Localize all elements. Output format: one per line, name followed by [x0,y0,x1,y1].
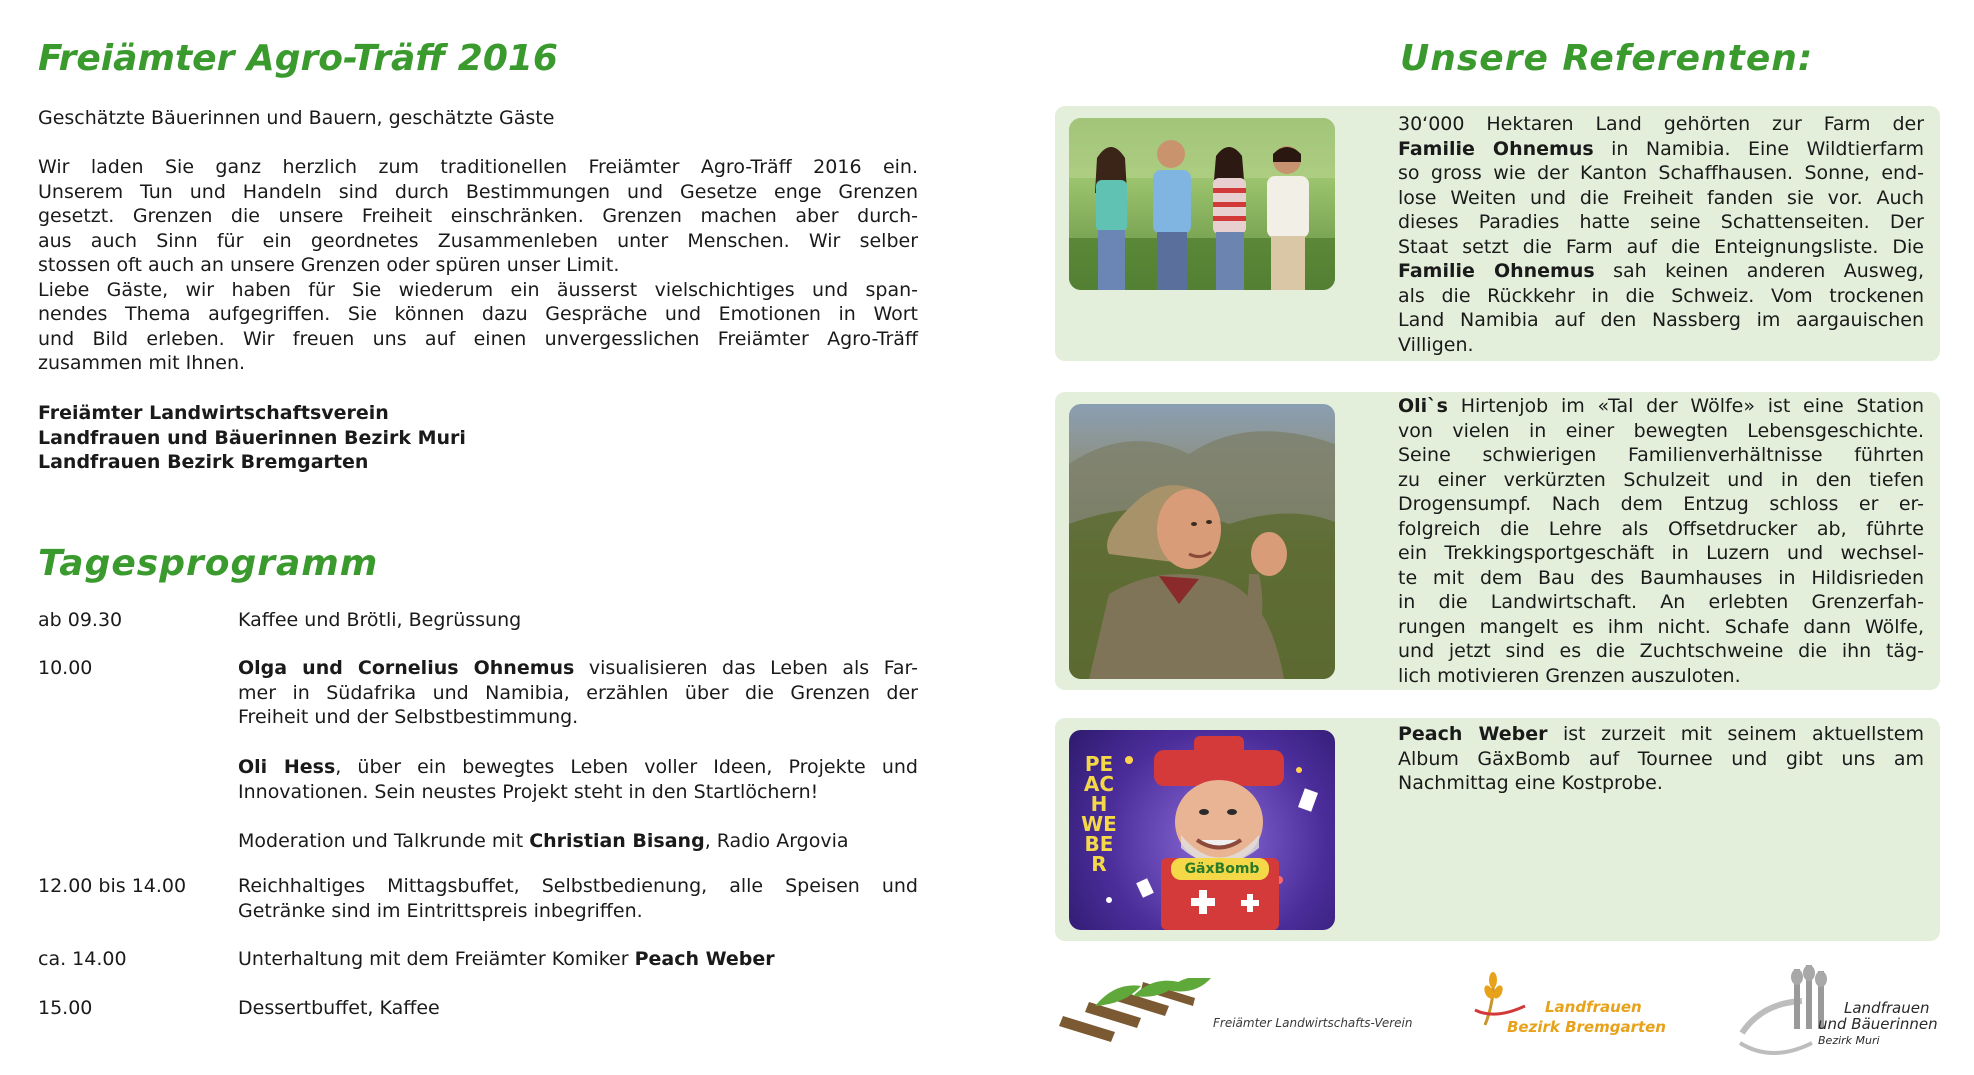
speaker-text: ist zurzeit mit seinem aktuellstem [1547,723,1924,745]
program-description [238,608,918,633]
speaker-text: Seine schwierigen Familienverhältnisse führten [1398,444,1924,466]
program-text: mer in Südafrika und Namibia, erzählen über die Grenzen der [238,681,918,704]
speaker-line [1398,394,1924,419]
speaker-text: zu einer verkürzten Schulzeit und in den tiefen [1398,468,1924,491]
intro-line: stossen oft auch an unsere Grenzen oder spüren unser Limit. [38,254,620,276]
speaker-text-ohnemus [1398,112,1924,357]
speaker-line [1398,186,1924,211]
speaker-text: Land Namibia auf den Nassberg im aargauischen [1398,309,1924,331]
speaker-line [1398,517,1924,542]
speaker-line [1398,235,1924,260]
intro-line: gesetzt. Grenzen die unsere Freiheit einschränken. Grenzen machen aber durch- [38,205,918,227]
speaker-text-peach [1398,722,1924,796]
program-line [238,829,918,854]
program-title: Tagesprogramm [38,543,379,584]
speaker-line [1398,112,1924,137]
program-time: 10.00 [38,657,93,679]
flv-logo-label: Freiämter Landwirtschafts-Verein [1213,1016,1413,1030]
speaker-line [1398,161,1924,186]
speaker-line [1398,468,1924,493]
intro-line: und Bild erleben. Wir freuen uns auf einen unvergesslichen Freiämter Agro-Träff [38,327,918,350]
speaker-text: als die Rückkehr in die Schweiz. Vom trockenen [1398,284,1924,307]
program-text: Unterhaltung mit dem Freiämter Komiker [238,948,635,970]
flv-logo-icon [1055,978,1215,1048]
speaker-text: und jetzt sind es die Zuchtschweine die ihn täg- [1398,640,1924,662]
speaker-text: 30‘000 Hektaren Land gehörten zur Farm der [1398,113,1924,135]
signature-block [38,401,466,475]
speaker-name: Peach Weber [1398,723,1548,745]
program-text: Getränke sind im Eintrittspreis inbegriffen. [238,899,643,922]
speaker-line [1398,333,1924,358]
program-time: 12.00 bis 14.00 [38,875,187,897]
speaker-text: so gross wie der Kanton Schaffhausen. Sonne, end- [1398,162,1924,184]
speaker-text: ein Trekkingsportgeschäft in Luzern und wechsel- [1398,542,1924,564]
speaker-text: Album GäxBomb auf Tournee und gibt uns am [1398,747,1924,770]
program-line [238,780,918,805]
program-bold-text: Christian Bisang [529,830,705,852]
speaker-text-oli [1398,394,1924,688]
speaker-text: in die Landwirtschaft. An erlebten Grenzerfah- [1398,591,1924,613]
family-photo-icon [1069,118,1335,290]
program-text: Moderation und Talkrunde mit [238,830,530,852]
program-line [238,705,918,730]
speaker-line [1398,419,1924,444]
speaker-line [1398,259,1924,284]
muri-line3: Bezirk Muri [1818,1034,1880,1047]
program-description [238,755,918,804]
program-line [238,608,918,633]
intro-paragraph [38,155,918,376]
program-text: Freiheit und der Selbstbestimmung. [238,706,579,728]
speaker-name: Familie Ohnemus [1398,260,1595,282]
speaker-line [1398,747,1924,772]
program-text: Kaffee und Brötli, Begrüssung [238,609,522,631]
greeting: Geschätzte Bäuerinnen und Bauern, geschätzte Gäste [38,107,555,129]
intro-line: Liebe Gäste, wir haben für Sie wiederum ein äusserst vielschichtiges und span- [38,278,918,301]
signature-line: Freiämter Landwirtschaftsverein [38,402,389,424]
program-bold-text: Peach Weber [634,948,775,970]
program-description [238,874,918,923]
program-description [238,996,918,1021]
program-text: Reichhaltiges Mittagsbuffet, Selbstbedienung, alle Speisen und [238,875,918,897]
program-description [238,947,918,972]
muri-logo [1732,963,1947,1058]
intro-line: zusammen mit Ihnen. [38,352,246,374]
speaker-box-ohnemus [1055,106,1940,361]
speaker-line [1398,639,1924,664]
speaker-text: Drogensumpf. Nach dem Entzug schloss er er- [1398,493,1924,515]
speaker-text: folgreich die Lehre als Offsetdrucker ab, führte [1398,517,1924,540]
speaker-text: dieses Paradies hatte seine Schattenseiten. Der [1398,211,1924,233]
program-time: ca. 14.00 [38,948,127,970]
program-bold-text: Olga und Cornelius Ohnemus [238,657,575,679]
flv-logo [1055,978,1450,1048]
speaker-name: Familie Ohnemus [1398,137,1594,160]
album-cover-icon [1069,730,1335,930]
program-time: ab 09.30 [38,609,123,631]
speaker-text: rungen mangelt es ihm nicht. Schafe dann Wölfe, [1398,615,1924,638]
portrait-photo-icon [1069,404,1335,679]
speaker-line [1398,590,1924,615]
speaker-line [1398,492,1924,517]
speaker-text: lich motivieren Grenzen auszuloten. [1398,664,1741,687]
bremgarten-logo [1465,970,1685,1050]
speaker-line [1398,210,1924,235]
intro-line: nendes Thema aufgegriffen. Sie können dazu Gespräche und Emotionen in Wort [38,303,918,325]
speaker-name: Oli`s [1398,395,1448,417]
program-line [238,755,918,780]
signature-line: Landfrauen und Bäuerinnen Bezirk Muri [38,426,466,449]
program-time: 15.00 [38,997,93,1019]
speaker-line [1398,308,1924,333]
program-text: , Radio Argovia [704,830,849,852]
program-line [238,656,918,681]
speaker-line [1398,615,1924,640]
program-line [238,681,918,706]
signature-line: Landfrauen Bezirk Bremgarten [38,451,369,473]
intro-line: Unserem Tun und Handeln sind durch Bestimmungen und Gesetze enge Grenzen [38,180,918,203]
album-title-label: GäxBomb [1184,861,1260,877]
speaker-text: Hirtenjob im «Tal der Wölfe» ist eine Station [1448,395,1924,417]
program-line [238,899,918,924]
intro-line: Wir laden Sie ganz herzlich zum traditionellen Freiämter Agro-Träff 2016 ein. [38,156,918,178]
speaker-text: lose Weiten und die Freiheit fanden sie vor. Auch [1398,186,1924,209]
album-artist-label: PEACH WEBER [1081,752,1117,876]
muri-line2: und Bäuerinnen [1818,1015,1938,1033]
speaker-box-oli [1055,392,1940,690]
bremgarten-line1: Landfrauen [1545,998,1642,1016]
program-line [238,947,918,972]
program-text: , über ein bewegtes Leben voller Ideen, Projekte und [335,756,918,778]
speaker-text: te mit dem Bau des Baumhauses in Hildisrieden [1398,566,1924,589]
program-description [238,656,918,730]
bremgarten-line2: Bezirk Bremgarten [1507,1018,1666,1036]
program-text: Innovationen. Sein neustes Projekt steht in den Startlöchern! [238,780,819,803]
speaker-text: Staat setzt die Farm auf die Enteignungsliste. Die [1398,235,1924,258]
speaker-line [1398,284,1924,309]
program-description [238,829,918,854]
program-text: visualisieren das Leben als Far- [574,657,918,679]
intro-line: aus auch Sinn für ein geordnetes Zusammenleben unter Menschen. Wir selber [38,229,918,252]
speaker-line [1398,443,1924,468]
program-bold-text: Oli Hess [238,756,336,778]
speaker-text: sah keinen anderen Ausweg, [1594,260,1924,282]
speaker-line [1398,566,1924,591]
intro-title: Freiämter Agro-Träff 2016 [38,38,558,79]
muri-line1: Landfrauen [1844,999,1930,1017]
speaker-text: Nachmittag eine Kostprobe. [1398,772,1663,794]
speaker-line [1398,722,1924,747]
speaker-box-peach [1055,718,1940,941]
speaker-text: von vielen in einer bewegten Lebensgeschichte. [1398,419,1924,442]
speaker-text: in Namibia. Eine Wildtierfarm [1593,137,1925,160]
speaker-line [1398,771,1924,796]
program-line [238,874,918,899]
speaker-line [1398,664,1924,689]
speaker-line [1398,137,1924,162]
speaker-line [1398,541,1924,566]
speakers-title: Unsere Referenten: [1400,38,1814,79]
speaker-text: Villigen. [1398,333,1474,356]
program-line [238,996,918,1021]
program-text: Dessertbuffet, Kaffee [238,997,440,1019]
